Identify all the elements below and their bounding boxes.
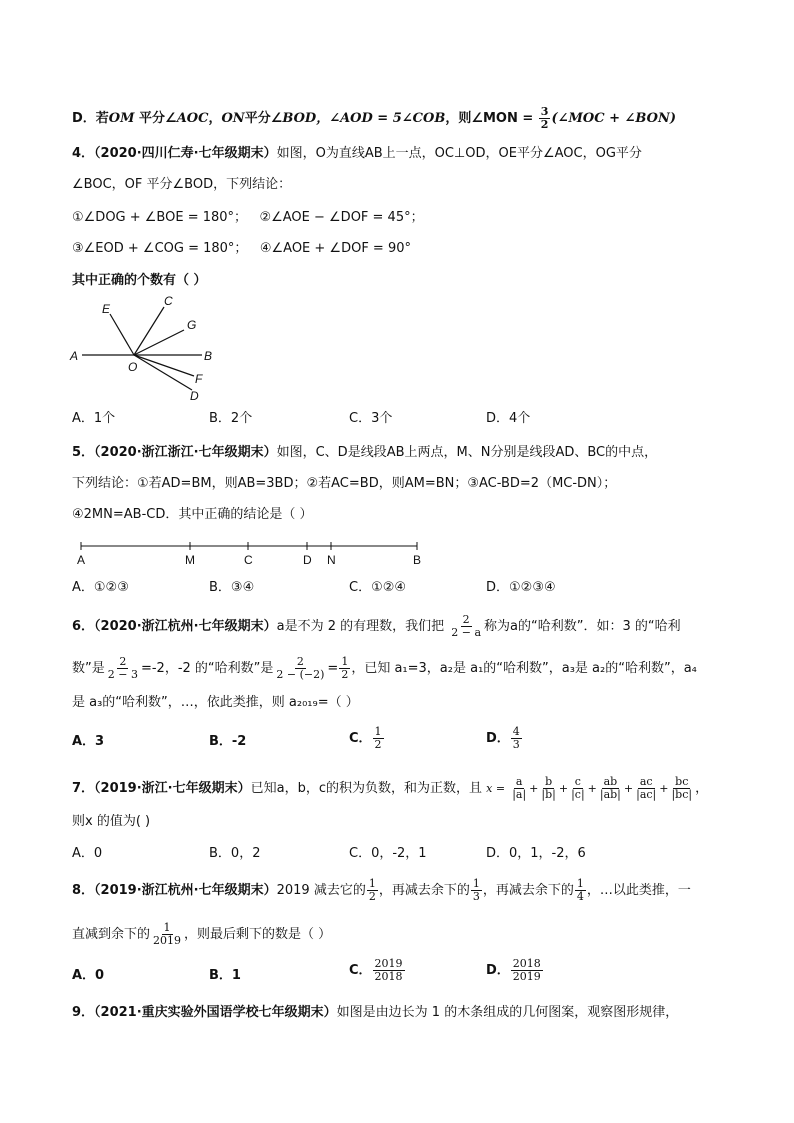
q8-option-b: B．1 bbox=[209, 968, 241, 983]
q5-line2: 下列结论：①若AD=BM，则AB=3BD；②若AC=BD，则AM=BN；③AC-BD=2（MC-DN）； bbox=[72, 476, 617, 491]
q7-option-a: A．0 bbox=[72, 846, 103, 861]
q5-option-c: C．①②④ bbox=[349, 580, 407, 595]
q5-line1: 5．（2020·浙江浙江·七年级期末）如图，C、D是线段AB上两点，M、N分别是线段AD、BC的中点， bbox=[72, 445, 658, 460]
q7-option-c: C．0，-2，1 bbox=[349, 846, 427, 861]
q5-segment-figure bbox=[72, 538, 432, 570]
q8-line1: 8．（2019·浙江杭州·七年级期末）2019 减去它的 $\frac{1}{2}$ ，再减去余下的 $\frac{1}{3}$ ，再减去余下的 $\frac{1}{4}$ ，…以此类推，一 bbox=[72, 877, 691, 903]
seg-label-d: D bbox=[303, 553, 312, 567]
q4-line1: 4．（2020·四川仁寿·七年级期末）如图，O为直线AB上一点，OC⊥OD，OE平分∠AOC，OG平分 bbox=[72, 146, 642, 161]
q4-option-b: B．2个 bbox=[209, 411, 253, 426]
q7-line2: 则x 的值为( ) bbox=[72, 814, 151, 829]
q4-angle-figure bbox=[66, 292, 226, 404]
q8-line2: 直减到余下的 $\frac{1}{2019}$ ，则最后剩下的数是（ ） bbox=[72, 921, 332, 947]
q5-option-b: B．③④ bbox=[209, 580, 255, 595]
label-f: F bbox=[195, 372, 203, 386]
q6-line2: 数”是 $\frac{2}{2 - 3}$ =-2，-2 的“哈利数”是 $\frac{2}{2 - (-2)}$ = $\frac{1}{2}$ ，已知 a₁=3，a₂是 a₁的“哈利数”，a₃是 a₂的“哈利数”，a₄ bbox=[72, 655, 697, 681]
label-e: E bbox=[102, 302, 111, 316]
q5-option-d: D．①②③④ bbox=[486, 580, 556, 595]
q3-option-d: D．若OM 平分∠AOC，ON平分∠BOD，∠AOD = 5∠COB，则∠MON = $\frac{3}{2}$ (∠MOC + ∠BON) bbox=[72, 105, 676, 131]
q7-line1: 7．（2019·浙江·七年级期末）已知a，b，c的积为负数，和为正数，且 x = $\frac{a}{|a|}$ + $\frac{b}{|b|}$ + $\frac{c}{|c|}$ + $\frac{ab}{|ab|}$ + $\frac{ac}{|ac|}$ + $\frac{bc}{|bc|}$ ， bbox=[72, 775, 709, 801]
q5-line3: ④2MN=AB-CD．其中正确的结论是（ ） bbox=[72, 507, 313, 522]
seg-label-a: A bbox=[77, 553, 86, 567]
seg-label-b: B bbox=[413, 553, 422, 567]
q8-option-a: A．0 bbox=[72, 968, 105, 983]
q8-option-c: C． $\frac{2019}{2018}$ bbox=[349, 957, 403, 983]
q4-option-c: C．3个 bbox=[349, 411, 393, 426]
seg-label-c: C bbox=[244, 553, 253, 567]
q9-line1: 9．（2021·重庆实验外国语学校七年级期末）如图是由边长为 1 的木条组成的几何图案，观察图形规律， bbox=[72, 1005, 679, 1020]
q6-option-d: D． $\frac{4}{3}$ bbox=[486, 725, 520, 751]
label-b: B bbox=[204, 349, 213, 363]
q4-question: 其中正确的个数有（ ） bbox=[72, 273, 207, 288]
q8-option-d: D． $\frac{2018}{2019}$ bbox=[486, 957, 541, 983]
q6-line1: 6．（2020·浙江杭州·七年级期末）a是不为 2 的有理数，我们把 $\frac{2}{2 - a}$ 称为a的“哈利数”．如：3 的“哈利 bbox=[72, 613, 681, 639]
q6-line3: 是 a₃的“哈利数”，…，依此类推，则 a₂₀₁₉=（ ） bbox=[72, 695, 359, 710]
ray-oe bbox=[110, 314, 134, 355]
seg-label-m: M bbox=[185, 553, 195, 567]
label-c: C bbox=[164, 294, 173, 308]
label-g: G bbox=[187, 318, 197, 332]
q7-option-d: D．0，1，-2，6 bbox=[486, 846, 586, 861]
label-o: O bbox=[128, 360, 138, 374]
q6-option-a: A．3 bbox=[72, 734, 105, 749]
q6-option-c: C． $\frac{1}{2}$ bbox=[349, 725, 382, 751]
q4-line2: ∠BOC，OF 平分∠BOD，下列结论： bbox=[72, 177, 292, 192]
label-d: D bbox=[190, 389, 199, 403]
q6-option-b: B．-2 bbox=[209, 734, 247, 749]
q4-conclusions-2: ③∠EOD + ∠COG = 180°； ④∠AOE + ∠DOF = 90° bbox=[72, 241, 411, 256]
label-a: A bbox=[70, 349, 79, 363]
q4-option-d: D．4个 bbox=[486, 411, 531, 426]
q7-option-b: B．0，2 bbox=[209, 846, 261, 861]
q4-conclusions-1: ①∠DOG + ∠BOE = 180°； ②∠AOE − ∠DOF = 45°； bbox=[72, 210, 424, 225]
q4-option-a: A．1个 bbox=[72, 411, 116, 426]
q5-option-a: A．①②③ bbox=[72, 580, 129, 595]
seg-label-n: N bbox=[327, 553, 336, 567]
